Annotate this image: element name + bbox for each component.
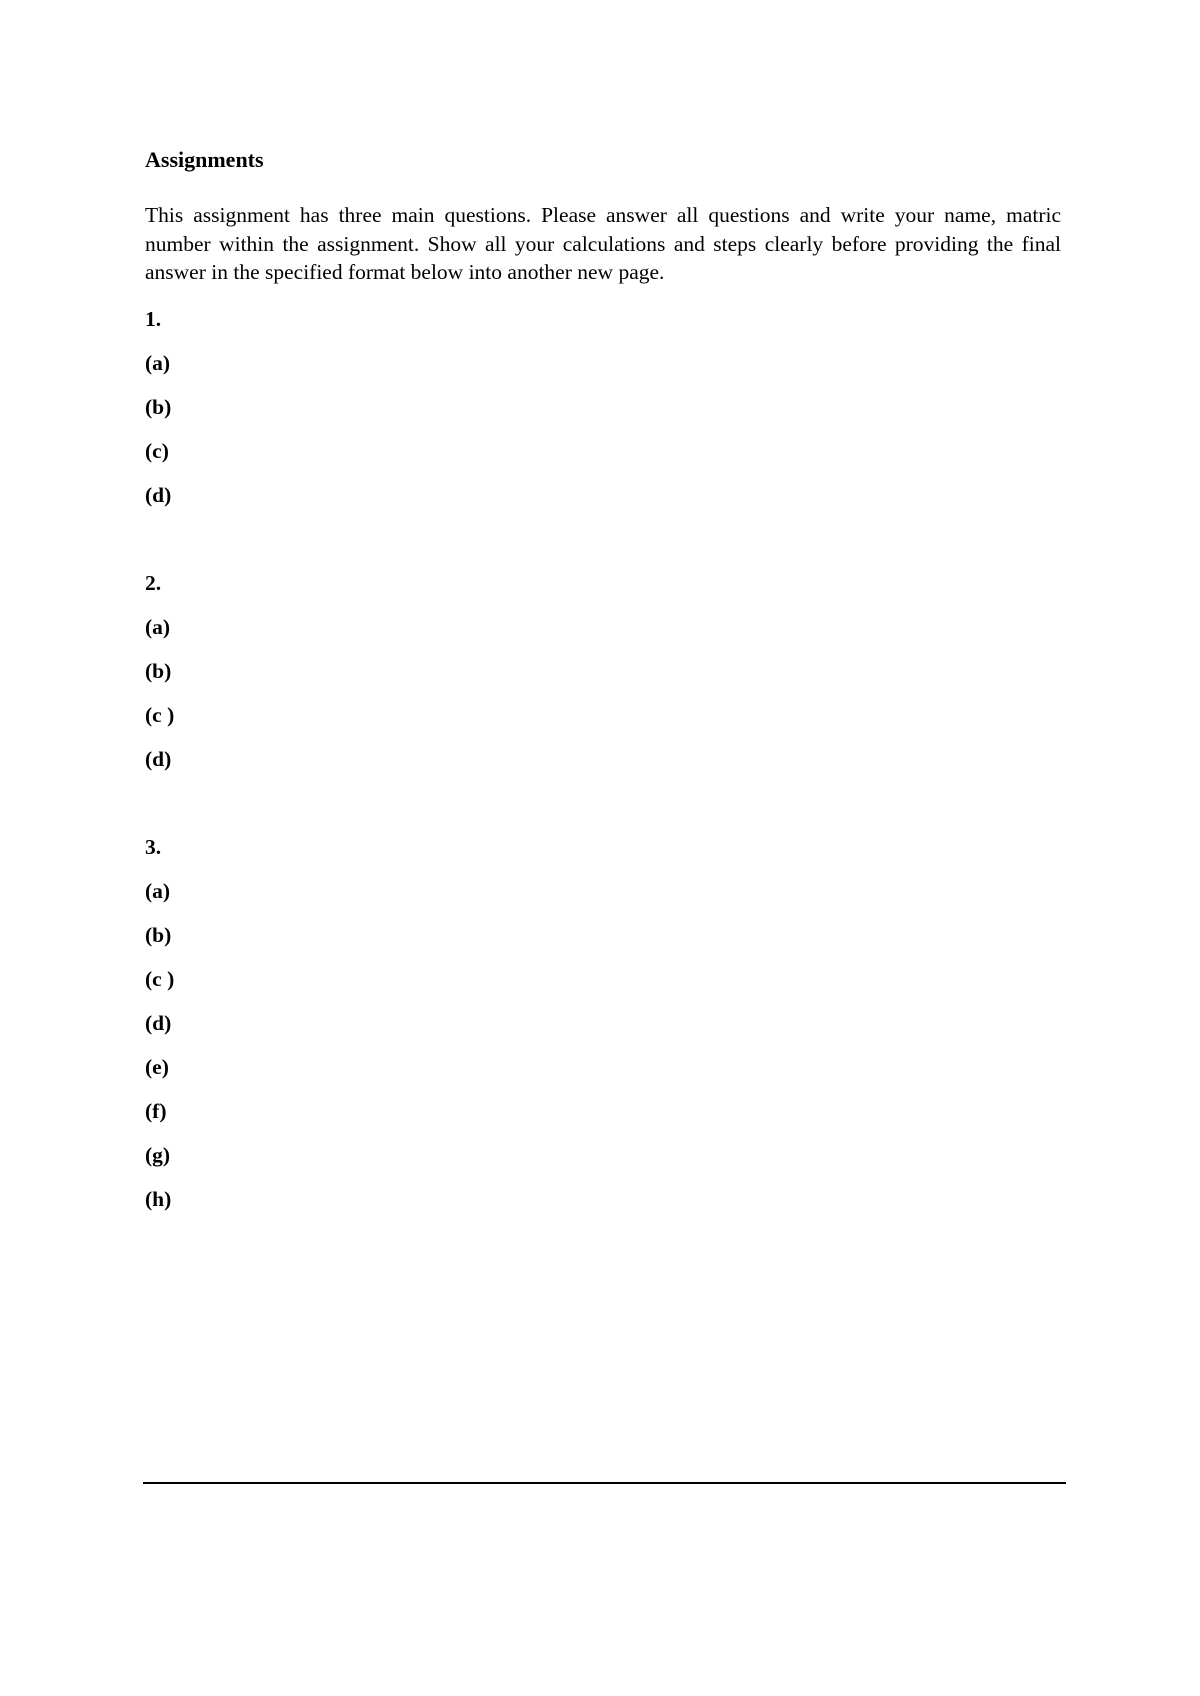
- question-1-part-c: (c): [145, 439, 169, 463]
- question-3-part-b: (b): [145, 923, 172, 947]
- question-1-part-a: (a): [145, 351, 171, 375]
- question-3-part-c: (c ): [145, 967, 175, 991]
- question-2-number: 2.: [145, 571, 162, 595]
- question-3-part-h: (h): [145, 1187, 172, 1211]
- question-1-number: 1.: [145, 307, 162, 331]
- assignment-instructions: This assignment has three main questions. Please answer all questions and write your name, matric number within the assignment. Show all your calculations and steps clearly before providing the final answer in the specified format below into another new page.: [145, 203, 1061, 284]
- question-3-number: 3.: [145, 835, 162, 859]
- question-3-part-g: (g): [145, 1143, 171, 1167]
- question-1-part-d: (d): [145, 483, 172, 507]
- question-3-part-a: (a): [145, 879, 171, 903]
- question-3-part-f: (f): [145, 1099, 167, 1123]
- question-1-part-b: (b): [145, 395, 172, 419]
- question-2-part-d: (d): [145, 747, 172, 771]
- question-3-part-e: (e): [145, 1055, 169, 1079]
- page-title: Assignments: [145, 147, 264, 172]
- footer-divider: [143, 1482, 1066, 1484]
- question-2-part-b: (b): [145, 659, 172, 683]
- question-3-part-d: (d): [145, 1011, 172, 1035]
- question-2-part-c: (c ): [145, 703, 175, 727]
- question-2-part-a: (a): [145, 615, 171, 639]
